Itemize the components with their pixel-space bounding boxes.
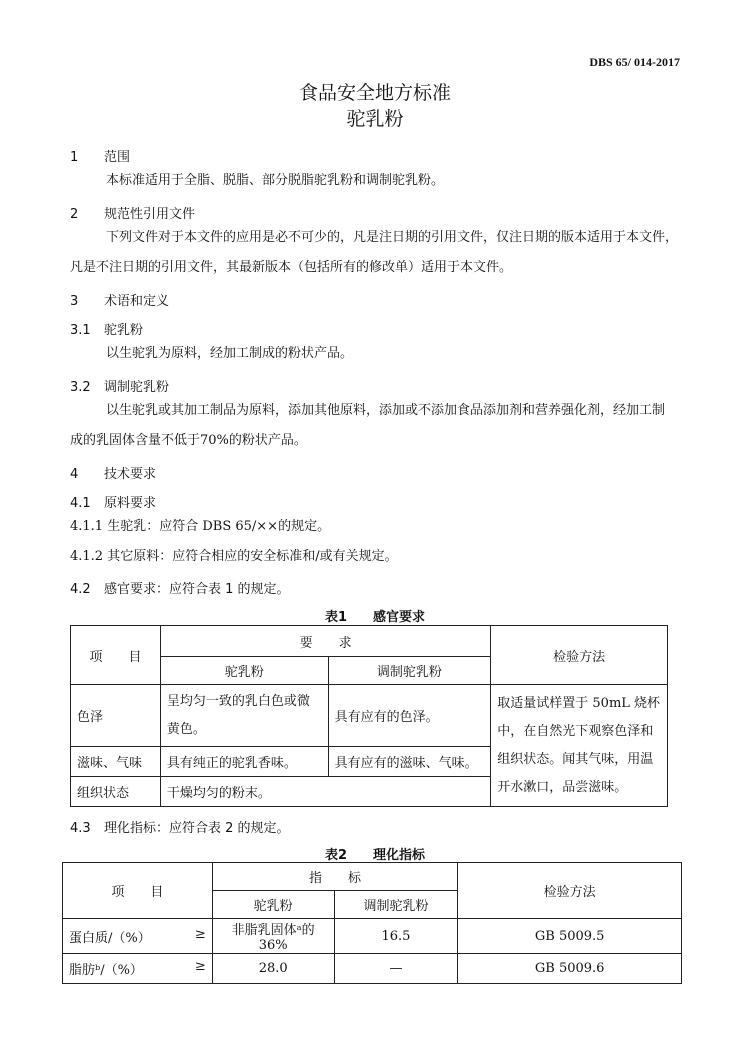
- table-cell: —: [334, 954, 458, 984]
- table-1-sensory: [70, 625, 668, 807]
- table-subheader-camel-milk-powder: 驼乳粉: [212, 891, 334, 919]
- section-1-heading: [70, 146, 130, 165]
- section-3-2-heading: [70, 376, 169, 395]
- ge-symbol: ≥: [194, 926, 206, 942]
- section-number: 4.3: [70, 821, 91, 836]
- document-title: 食品安全地方标准: [298, 82, 451, 104]
- section-2-line-1: 下列文件对于本文件的应用是必不可少的，凡是注日期的引用文件，仅注日期的版本适用于本文件，: [106, 230, 679, 245]
- standard-code: DBS 65/ 014-2017: [589, 55, 680, 69]
- table-cell-method: 取适量试样置于 50mL 烧杯中，在自然光下观察色泽和组织状态。闻其气味，用温开水漱口，品尝滋味。: [491, 685, 668, 807]
- section-title: 规范性引用文件: [104, 207, 196, 222]
- table-cell: 呈均匀一致的乳白色或微黄色。: [160, 685, 328, 747]
- section-number: 4.2: [70, 582, 91, 597]
- row-label: 脂肪ᵇ/（%）: [69, 963, 143, 978]
- table-header-index: 指 标: [212, 863, 458, 891]
- ge-symbol: ≥: [194, 959, 206, 974]
- section-title: 理化指标：应符合表 2 的规定。: [104, 821, 290, 836]
- table-cell: 非脂乳固体ᵃ的36%: [212, 919, 334, 954]
- section-3-1-text: 以生驼乳为原料，经加工制成的粉状产品。: [106, 346, 354, 361]
- table-cell: 具有应有的滋味、气味。: [328, 747, 491, 777]
- table-header-method: 检验方法: [491, 626, 668, 685]
- section-4-1-heading: [70, 492, 156, 511]
- table-header-item: 项 目: [63, 863, 213, 919]
- table-cell-method: GB 5009.6: [458, 954, 682, 984]
- table-header-item: 项 目: [71, 626, 161, 685]
- section-title: 感官要求：应符合表 1 的规定。: [104, 582, 290, 597]
- table-subheader-formulated: 调制驼乳粉: [328, 657, 491, 685]
- table-1-caption: 表1 感官要求: [324, 610, 426, 625]
- table-header-requirement: 要 求: [160, 626, 490, 657]
- section-1-text: 本标准适用于全脂、脱脂、部分脱脂驼乳粉和调制驼乳粉。: [106, 173, 445, 188]
- table-subheader-formulated: 调制驼乳粉: [334, 891, 458, 919]
- table-row-name: 色泽: [71, 685, 161, 747]
- table-subheader-camel-milk-powder: 驼乳粉: [160, 657, 328, 685]
- section-number: 3: [70, 294, 79, 309]
- table-row-name: 滋味、气味: [71, 747, 161, 777]
- section-title: 范围: [104, 150, 131, 165]
- section-title: 术语和定义: [104, 294, 170, 309]
- table-2-caption: 表2 理化指标: [324, 848, 426, 863]
- table-cell: 28.0: [212, 954, 334, 984]
- section-3-1-heading: [70, 319, 143, 338]
- section-4-1-1: 4.1.1 生驼乳：应符合 DBS 65/××的规定。: [70, 519, 331, 534]
- table-2-physicochemical: [62, 862, 682, 984]
- section-title: 技术要求: [104, 467, 157, 482]
- table-cell: 干燥均匀的粉末。: [160, 777, 490, 807]
- section-4-heading: [70, 463, 156, 482]
- section-number: 4.1: [70, 496, 91, 511]
- table-cell-method: GB 5009.5: [458, 919, 682, 954]
- table-cell: 16.5: [334, 919, 458, 954]
- table-header-method: 检验方法: [458, 863, 682, 919]
- section-3-2-line-2: 成的乳固体含量不低于70%的粉状产品。: [70, 433, 307, 448]
- section-2-heading: [70, 203, 195, 222]
- section-title: 原料要求: [104, 496, 157, 511]
- section-3-2-line-1: 以生驼乳或其加工制品为原料，添加其他原料，添加或不添加食品添加剂和营养强化剂，经加工制: [106, 403, 666, 418]
- section-number: 4: [70, 467, 79, 482]
- section-number: 3.2: [70, 380, 91, 395]
- table-cell: 具有纯正的驼乳香味。: [160, 747, 328, 777]
- section-4-1-2: 4.1.2 其它原料：应符合相应的安全标准和/或有关规定。: [70, 549, 398, 564]
- section-title: 调制驼乳粉: [104, 380, 170, 395]
- section-number: 1: [70, 150, 79, 165]
- table-row-name: [63, 919, 213, 954]
- section-4-2-heading: [70, 578, 290, 597]
- section-title: 驼乳粉: [104, 323, 144, 338]
- table-cell: 具有应有的色泽。: [328, 685, 491, 747]
- document-subtitle: 驼乳粉: [346, 108, 404, 130]
- table-row-name: 组织状态: [71, 777, 161, 807]
- row-label: 蛋白质/（%）: [69, 930, 151, 946]
- section-4-3-heading: [70, 817, 290, 836]
- section-2-line-2: 凡是不注日期的引用文件，其最新版本（包括所有的修改单）适用于本文件。: [70, 260, 513, 275]
- table-row-name: [63, 954, 213, 984]
- section-number: 3.1: [70, 323, 91, 338]
- section-3-heading: [70, 290, 169, 309]
- section-number: 2: [70, 207, 79, 222]
